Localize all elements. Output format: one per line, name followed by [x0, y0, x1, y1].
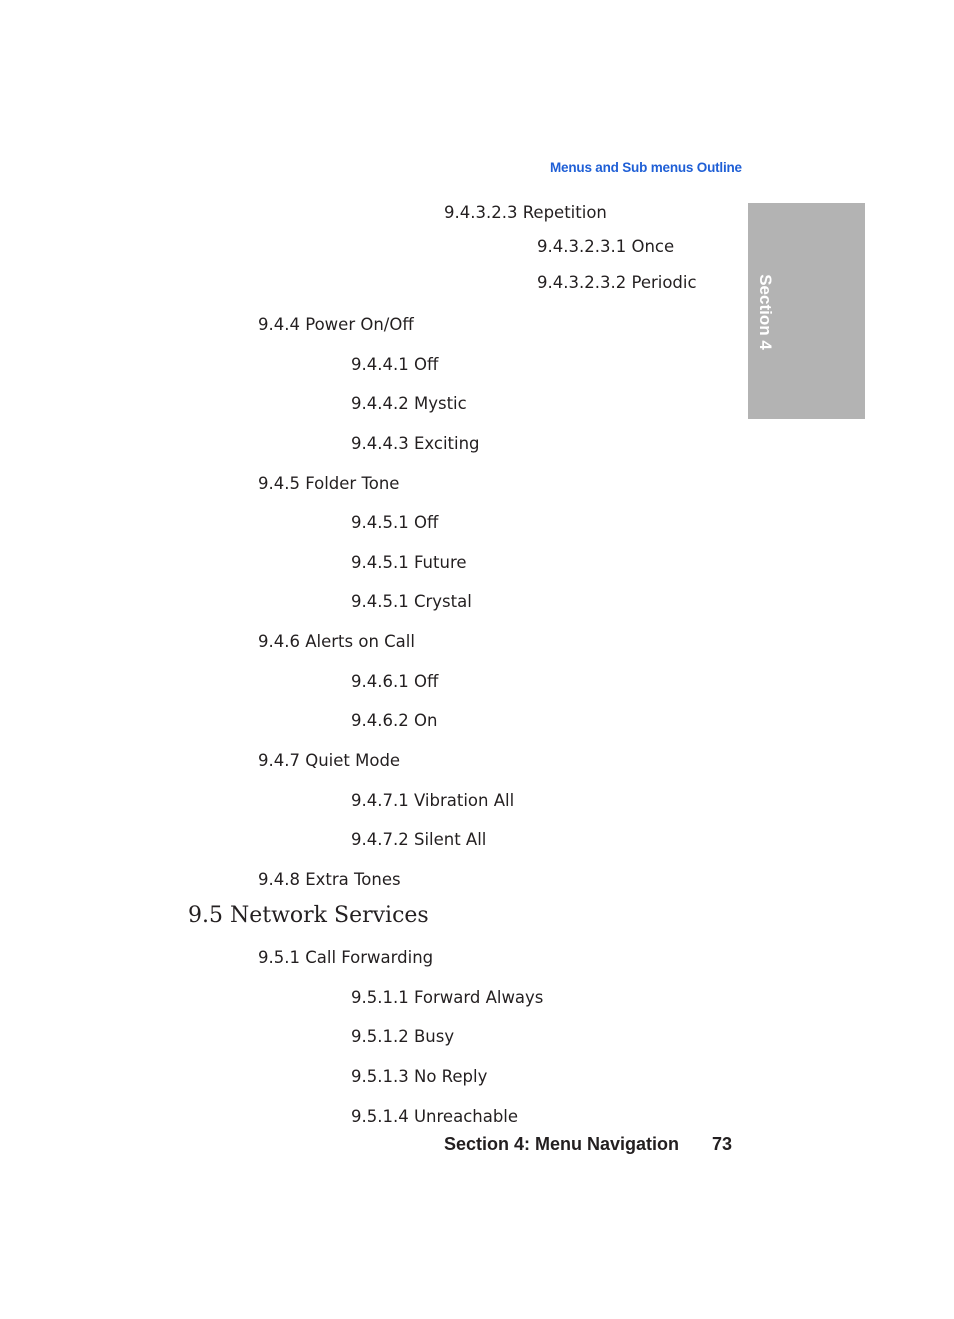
- outline-item-level2: 9.4.5 Folder Tone: [258, 474, 400, 493]
- outline-item-level3: 9.4.4.2 Mystic: [351, 394, 467, 413]
- outline-item-level2: 9.4.4 Power On/Off: [258, 315, 414, 334]
- outline-item-level3: 9.4.4.1 Off: [351, 355, 439, 374]
- outline-item-level3: 9.4.5.1 Future: [351, 553, 467, 572]
- outline-item-level3: 9.5.1.3 No Reply: [351, 1067, 488, 1086]
- outline-item-level2: 9.4.7 Quiet Mode: [258, 751, 401, 770]
- outline-item-level3: 9.5.1.1 Forward Always: [351, 988, 544, 1007]
- outline-item-level3: 9.5.1.4 Unreachable: [351, 1107, 519, 1126]
- outline-item-level3: 9.4.6.2 On: [351, 711, 438, 730]
- outline-item-level2: 9.4.6 Alerts on Call: [258, 632, 415, 651]
- outline-item-level2: 9.4.8 Extra Tones: [258, 870, 401, 889]
- outline-item-level3: 9.5.1.2 Busy: [351, 1027, 455, 1046]
- outline-item-level3: 9.4.7.1 Vibration All: [351, 791, 515, 810]
- outline-item-level2: 9.5.1 Call Forwarding: [258, 948, 434, 967]
- outline-item-level5: 9.4.3.2.3.2 Periodic: [537, 273, 697, 292]
- outline-item-level3: 9.4.6.1 Off: [351, 672, 439, 691]
- outline-item-level3: 9.4.5.1 Off: [351, 513, 439, 532]
- footer-section-title: Section 4: Menu Navigation: [444, 1134, 680, 1154]
- outline-item-level3: 9.4.4.3 Exciting: [351, 434, 480, 453]
- outline-item-level3: 9.4.7.2 Silent All: [351, 830, 487, 849]
- page-number: 73: [712, 1134, 733, 1154]
- section-tab-label: Section 4: [756, 274, 775, 350]
- outline-item-level3: 9.4.5.1 Crystal: [351, 592, 472, 611]
- outline-item-level4: 9.4.3.2.3 Repetition: [444, 203, 607, 222]
- section-heading: 9.5 Network Services: [188, 903, 429, 928]
- outline-item-level5: 9.4.3.2.3.1 Once: [537, 237, 675, 256]
- running-header: Menus and Sub menus Outline: [550, 160, 742, 175]
